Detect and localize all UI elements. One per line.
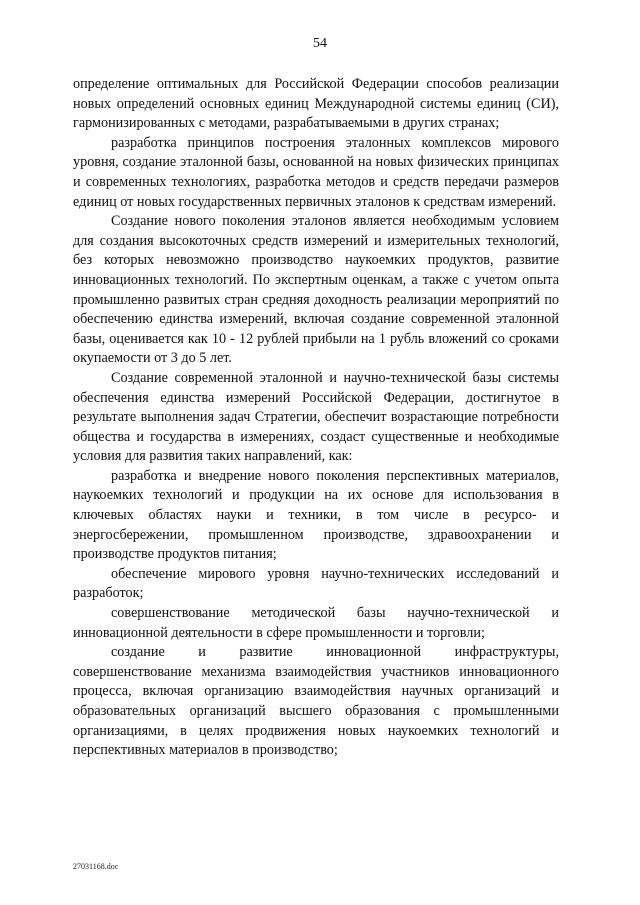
paragraph-1: определение оптимальных для Российской Федерации способов реализации новых определений основных единиц Международной системы единиц (СИ), гармонизированных с методами, разрабатываемыми в других странах; [73, 76, 559, 132]
paragraph-7: совершенствование методической базы научно-технической и инновационной деятельности в сфере промышленности и торговли; [73, 605, 559, 641]
page-number: 54 [313, 36, 327, 51]
footer-filename: 27031168.doc [73, 862, 119, 871]
document-body [73, 75, 559, 761]
paragraph-5: разработка и внедрение нового поколения перспективных материалов, наукоемких технологий и продукции на их основе для использования в ключевых областях науки и техники, в том числе в ресурсо- и энергосбережении, промышленном производстве, здравоохранении и производстве продуктов питания; [73, 467, 559, 563]
paragraph-6: обеспечение мирового уровня научно-технических исследований и разработок; [73, 565, 559, 602]
paragraph-4: Создание современной эталонной и научно-технической базы системы обеспечения единства измерений Российской Федерации, достигнутое в результате выполнения задач Стратегии, обеспечит возрастающие потребности общества и государства в измерениях, создаст существенные и необходимые условия для развития таких направлений, как: [73, 369, 559, 465]
paragraph-2: разработка принципов построения эталонных комплексов мирового уровня, создание эталонной базы, основанной на новых физических принципах и современных технологиях, разработка методов и средств передачи размеров единиц от новых государственных первичных эталонов к средствам измерений. [73, 134, 559, 210]
paragraph-8: создание и развитие инновационной инфраструктуры, совершенствование механизма взаимодействия участников инновационного процесса, включая организацию взаимодействия научных организаций и образовательных организаций высшего образования с промышленными организациями, в целях продвижения новых наукоемких технологий и перспективных материалов в производство; [73, 644, 559, 759]
paragraph-3: Создание нового поколения эталонов является необходимым условием для создания высокоточных средств измерений и измерительных технологий, без которых невозможно производство наукоемких продуктов, развитие инновационных технологий. По экспертным оценкам, а также с учетом опыта промышленно развитых стран средняя доходность реализации мероприятий по обеспечению единства измерений, включая создание современной эталонной базы, оценивается как 10 - 12 рублей прибыли на 1 рубль вложений со сроками окупаемости от 3 до 5 лет. [73, 213, 559, 367]
